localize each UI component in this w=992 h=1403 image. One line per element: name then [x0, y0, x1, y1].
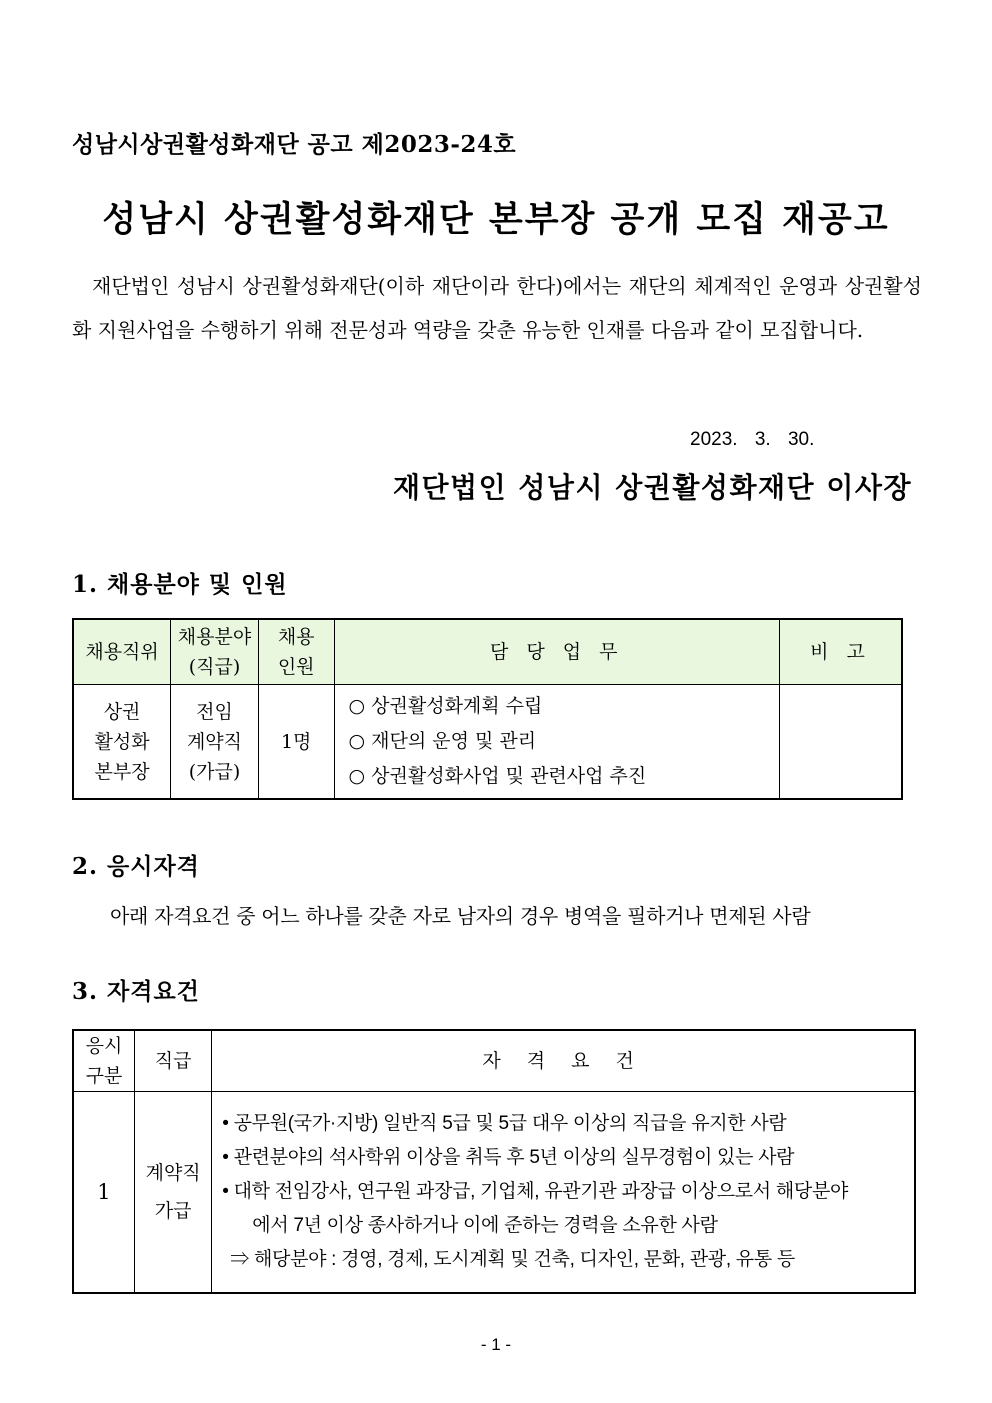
requirements-row: [73, 1092, 915, 1294]
cell-grade: 계약직 가급: [134, 1092, 211, 1294]
signer: 재단법인 성남시 상권활성화재단 이사장: [392, 471, 912, 504]
cell-count: 1명: [258, 685, 334, 800]
section3-heading: 3. 자격요건: [72, 978, 200, 1005]
requirements-header-row: [73, 1030, 915, 1092]
duty-item: ○ 재단의 운영 및 관리: [348, 730, 537, 752]
recruitment-row: [73, 685, 902, 800]
section2-heading: 2. 응시자격: [72, 853, 200, 880]
page-number: - 1 -: [480, 1335, 512, 1354]
header-field: 채용분야 (직급): [171, 619, 259, 685]
header-requirements: 자 격 요 건: [212, 1030, 915, 1092]
requirement-item: • 대학 전임강사, 연구원 과장급, 기업체, 유관기관 과장급 이상으로서 해당분야: [222, 1181, 849, 1202]
header-position: 채용직위: [73, 619, 171, 685]
requirements-table: [72, 1029, 916, 1294]
cell-field: 전임 계약직 (가급): [171, 685, 259, 800]
header-count: 채용 인원: [258, 619, 334, 685]
recruitment-table: [72, 618, 903, 800]
intro-text: 재단법인 성남시 상권활성화재단(이하 재단이라 한다)에서는 재단의 체계적인 운영과 상권활성화 지원사업을 수행하기 위해 전문성과 역량을 갖춘 유능한 인재를 다음과 같이 모집합니다.: [72, 274, 922, 342]
requirement-item: • 공무원(국가·지방) 일반직 5급 및 5급 대우 이상의 직급을 유지한 사람: [222, 1113, 787, 1134]
requirement-note: ⇒ 해당분야 : 경영, 경제, 도시계획 및 건축, 디자인, 문화, 관광, 유통 등: [230, 1249, 795, 1270]
announcement-date: 2023. 3. 30.: [690, 429, 815, 450]
document-title: 성남시 상권활성화재단 본부장 공개 모집 재공고: [102, 199, 890, 240]
cell-requirements: [212, 1092, 915, 1294]
section1-heading: 1. 채용분야 및 인원: [72, 571, 288, 598]
duty-item: ○ 상권활성화사업 및 관련사업 추진: [348, 765, 647, 787]
cell-category: 1: [73, 1092, 134, 1294]
header-remarks: 비 고: [779, 619, 902, 685]
duty-item: ○ 상권활성화계획 수립: [348, 695, 543, 717]
cell-position: 상권 활성화 본부장: [73, 685, 171, 800]
cell-remarks: [779, 685, 902, 800]
header-grade: 직급: [134, 1030, 211, 1092]
header-category: 응시 구분: [73, 1030, 134, 1092]
cell-duties: [334, 685, 779, 800]
header-duties: 담 당 업 무: [334, 619, 779, 685]
requirement-item-continued: 에서 7년 이상 종사하거나 이에 준하는 경력을 소유한 사람: [252, 1215, 718, 1236]
eligibility-text: 아래 자격요건 중 어느 하나를 갖춘 자로 남자의 경우 병역을 필하거나 면제된 사람: [110, 904, 811, 928]
recruitment-header-row: [73, 619, 902, 685]
intro-paragraph: [72, 264, 922, 352]
requirement-item: • 관련분야의 석사학위 이상을 취득 후 5년 이상의 실무경험이 있는 사람: [222, 1147, 795, 1168]
notice-number: 성남시상권활성화재단 공고 제2023-24호: [72, 131, 517, 158]
